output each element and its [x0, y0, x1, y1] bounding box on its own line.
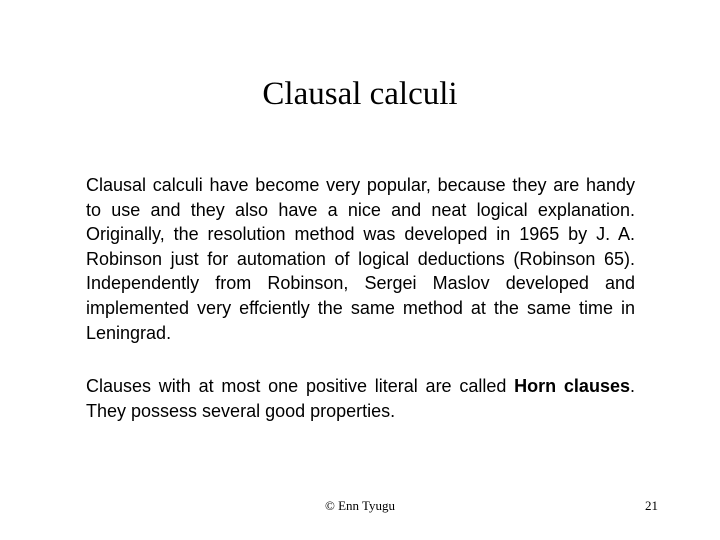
page-number: 21: [645, 498, 658, 513]
paragraph-horn-text-before: Clauses with at most one positive literal are called: [86, 376, 515, 396]
paragraph-horn-text-after: . They possess several good properties.: [86, 376, 635, 421]
footer-copyright: © Enn Tyugu: [324, 498, 396, 513]
paragraph-clausal-calculi: Clausal calculi have become very popular, because they are handy to use and they also have a nice and neat logical explanation. Originally, the resolution method was developed in 1965 by J. A. Robinson just for automation of logical deductions (Robinson 65). Independently from Robinson, Sergei Maslov developed and implemented very effciently the same method at the same time in Leningrad.: [86, 175, 635, 343]
slide-title: Clausal calculi: [262, 76, 458, 112]
horn-clauses-term: Horn clauses: [514, 376, 630, 396]
paragraph-horn-clauses: [86, 374, 635, 423]
